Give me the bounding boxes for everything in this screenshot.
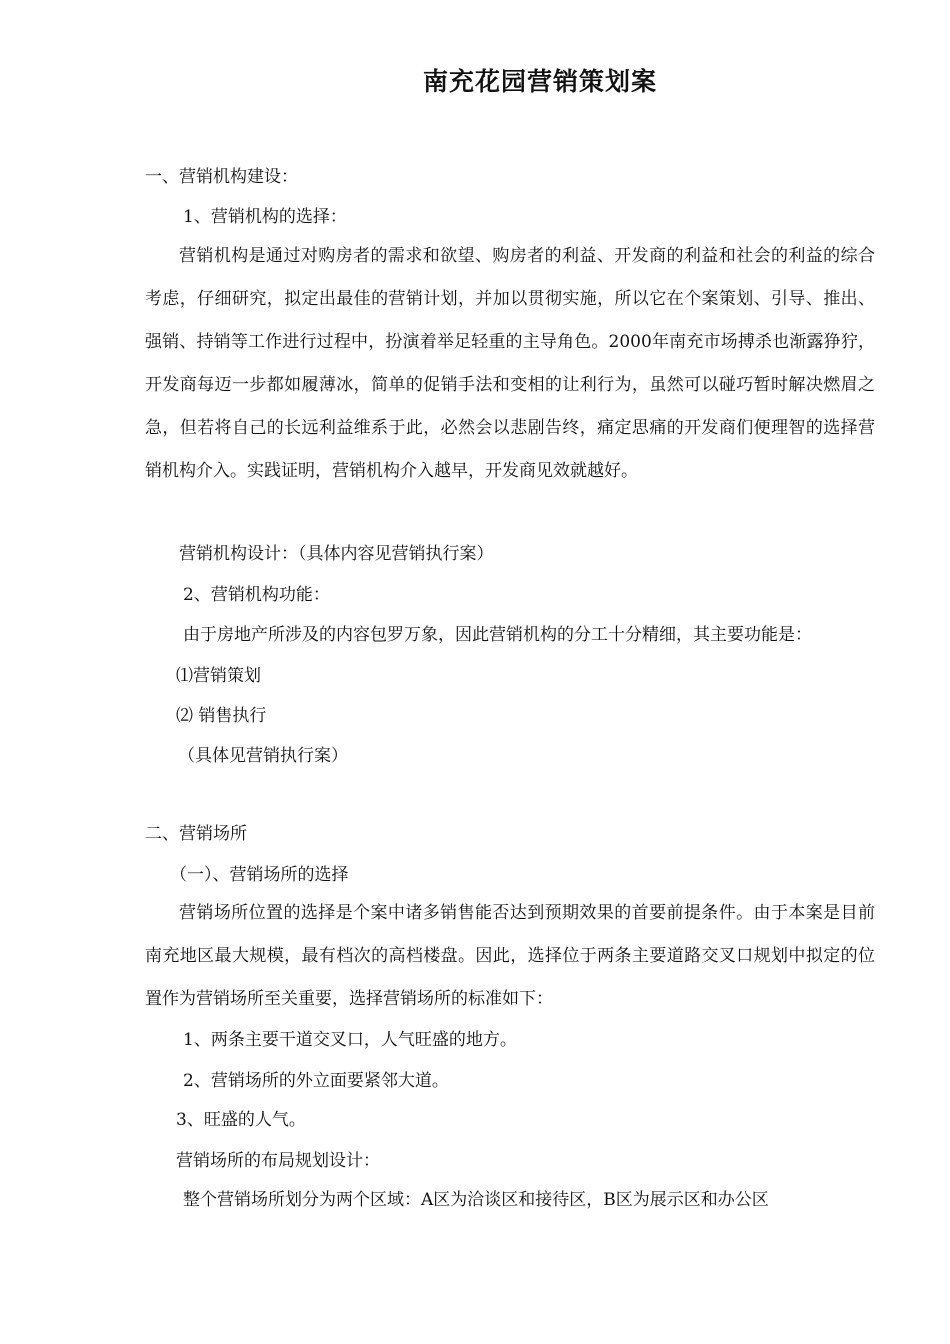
layout-heading: 营销场所的布局规划设计： [176,1151,380,1171]
section1-sub2-heading: 2、营销机构功能： [183,585,330,605]
section1-design-note: 营销机构设计：（具体内容见营销执行案） [179,544,494,564]
criterion-3: 3、旺盛的人气。 [176,1110,306,1130]
criterion-2: 2、营销场所的外立面要紧邻大道。 [183,1071,449,1091]
criterion-1: 1、两条主要干道交叉口，人气旺盛的地方。 [183,1030,517,1050]
layout-text: 整个营销场所划分为两个区域：A区为洽谈区和接待区，B区为展示区和办公区 [183,1190,769,1210]
section1-sub2-intro: 由于房地产所涉及的内容包罗万象，因此营销机构的分工十分精细，其主要功能是： [183,625,812,645]
function-note: （具体见营销执行案） [178,746,348,766]
section1-heading: 一、营销机构建设： [145,167,298,187]
document-title: 南充花园营销策划案 [422,67,657,96]
section2-sub-heading: （一）、营销场所的选择 [170,865,349,885]
section1-sub1-heading: 1、营销机构的选择： [183,207,347,227]
function-item-1: ⑴营销策划 [176,666,261,686]
section2-paragraph: 营销场所位置的选择是个案中诸多销售能否达到预期效果的首要前提条件。由于本案是目前南充地区最大规模，最有档次的高档楼盘。因此，选择位于两条主要道路交叉口规划中拟定的位置作为营销场所至关重要，选择营销场所的标准如下： [145,903,875,1009]
section1-sub1-paragraph: 营销机构是通过对购房者的需求和欲望、购房者的利益、开发商的利益和社会的利益的综合考虑，仔细研究，拟定出最佳的营销计划，并加以贯彻实施，所以它在个案策划、引导、推出、强销、持销等工作进行过程中，扮演着举足轻重的主导角色。2000年南充市场搏杀也渐露狰狞，开发商每迈一步都如履薄冰，简单的促销手法和变相的让利行为，虽然可以碰巧暂时解决燃眉之急，但若将自己的长远利益维系于此，必然会以悲剧告终，痛定思痛的开发商们便理智的选择营销机构介入。实践证明，营销机构介入越早，开发商见效就越好。 [145,246,875,481]
function-item-2: ⑵ 销售执行 [176,706,267,726]
section2-heading: 二、营销场所 [145,824,247,844]
